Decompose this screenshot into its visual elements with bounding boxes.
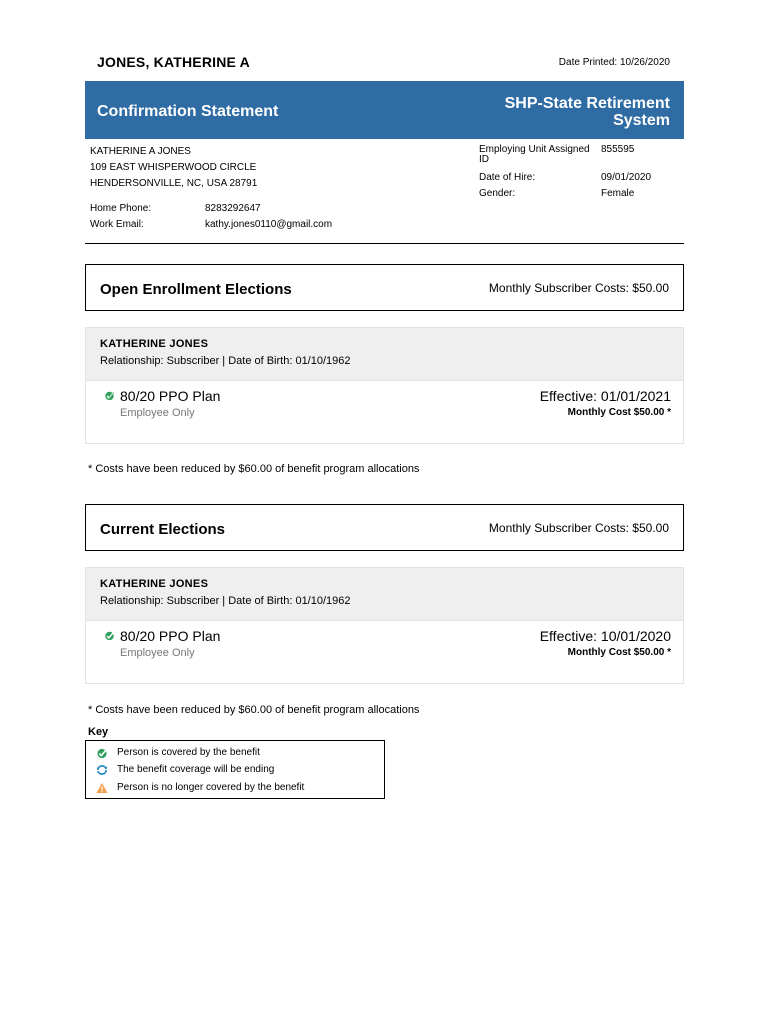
cost-reduction-note: * Costs have been reduced by $60.00 of benefit program allocations <box>88 704 420 716</box>
title-banner <box>85 81 684 139</box>
section-title: Current Elections <box>100 521 226 538</box>
subscriber-name-header: JONES, KATHERINE A <box>97 54 250 70</box>
divider <box>85 243 684 244</box>
gender-value: Female <box>601 188 635 199</box>
covered-check-icon <box>96 747 108 759</box>
address-line2: HENDERSONVILLE, NC, USA 28791 <box>90 178 258 189</box>
contact-labels <box>90 201 151 233</box>
key-item-text: The benefit coverage will be ending <box>117 764 275 775</box>
work-email-label: Work Email: <box>90 219 144 230</box>
key-item-ending <box>96 761 274 778</box>
key-item-covered <box>96 744 260 761</box>
key-legend <box>85 740 385 799</box>
subscriber-full-name: KATHERINE A JONES <box>90 146 191 157</box>
key-label: Key <box>88 726 109 738</box>
key-item-text: Person is no longer covered by the benefit <box>117 782 305 793</box>
work-email-value: kathy.jones0110@gmail.com <box>205 219 333 230</box>
warning-icon <box>96 782 108 794</box>
key-item-text: Person is covered by the benefit <box>117 747 260 758</box>
person-name: KATHERINE JONES <box>100 578 209 590</box>
address-line1: 109 EAST WHISPERWOOD CIRCLE <box>90 162 257 173</box>
gender-label: Gender: <box>479 188 516 199</box>
plan-monthly-cost: Monthly Cost $50.00 * <box>567 407 671 418</box>
ending-cycle-icon <box>96 764 108 776</box>
organization-name-line1: SHP-State Retirement <box>504 95 670 112</box>
hire-date-label: Date of Hire: <box>479 172 536 183</box>
person-name: KATHERINE JONES <box>100 338 209 350</box>
person-header <box>86 568 683 621</box>
employing-unit-label: Employing Unit Assigned ID <box>479 144 590 165</box>
employing-unit-value: 855595 <box>601 144 635 155</box>
organization-name-line2: System <box>613 112 670 129</box>
subscriber-address <box>90 144 257 192</box>
plan-name: 80/20 PPO Plan <box>120 388 221 404</box>
current-person-card <box>85 567 684 684</box>
key-item-not-covered <box>96 779 304 796</box>
plan-effective-date: Effective: 01/01/2021 <box>539 388 671 404</box>
person-relationship: Relationship: Subscriber | Date of Birth: 01/10/1962 <box>100 595 351 607</box>
document-title: Confirmation Statement <box>97 103 279 120</box>
open-enrollment-header <box>85 264 684 311</box>
contact-values <box>205 201 332 233</box>
open-enrollment-person-card <box>85 327 684 444</box>
section-title: Open Enrollment Elections <box>100 281 292 298</box>
home-phone-label: Home Phone: <box>90 203 152 214</box>
person-header <box>86 328 683 381</box>
plan-monthly-cost: Monthly Cost $50.00 * <box>567 647 671 658</box>
plan-row <box>86 621 683 683</box>
hire-date-value: 09/01/2020 <box>601 172 652 183</box>
monthly-subscriber-costs: Monthly Subscriber Costs: $50.00 <box>488 281 669 295</box>
covered-check-icon <box>104 630 115 641</box>
plan-row <box>86 381 683 443</box>
covered-check-icon <box>104 390 115 401</box>
plan-effective-date: Effective: 10/01/2020 <box>539 628 671 644</box>
home-phone-value: 8283292647 <box>205 203 261 214</box>
current-elections-header <box>85 504 684 551</box>
plan-name: 80/20 PPO Plan <box>120 628 221 644</box>
person-relationship: Relationship: Subscriber | Date of Birth: 01/10/1962 <box>100 355 351 367</box>
date-printed: Date Printed: 10/26/2020 <box>558 57 670 68</box>
plan-coverage-level: Employee Only <box>120 407 195 419</box>
plan-coverage-level: Employee Only <box>120 647 195 659</box>
organization-name <box>470 95 670 129</box>
cost-reduction-note: * Costs have been reduced by $60.00 of benefit program allocations <box>88 463 420 475</box>
monthly-subscriber-costs: Monthly Subscriber Costs: $50.00 <box>488 521 669 535</box>
